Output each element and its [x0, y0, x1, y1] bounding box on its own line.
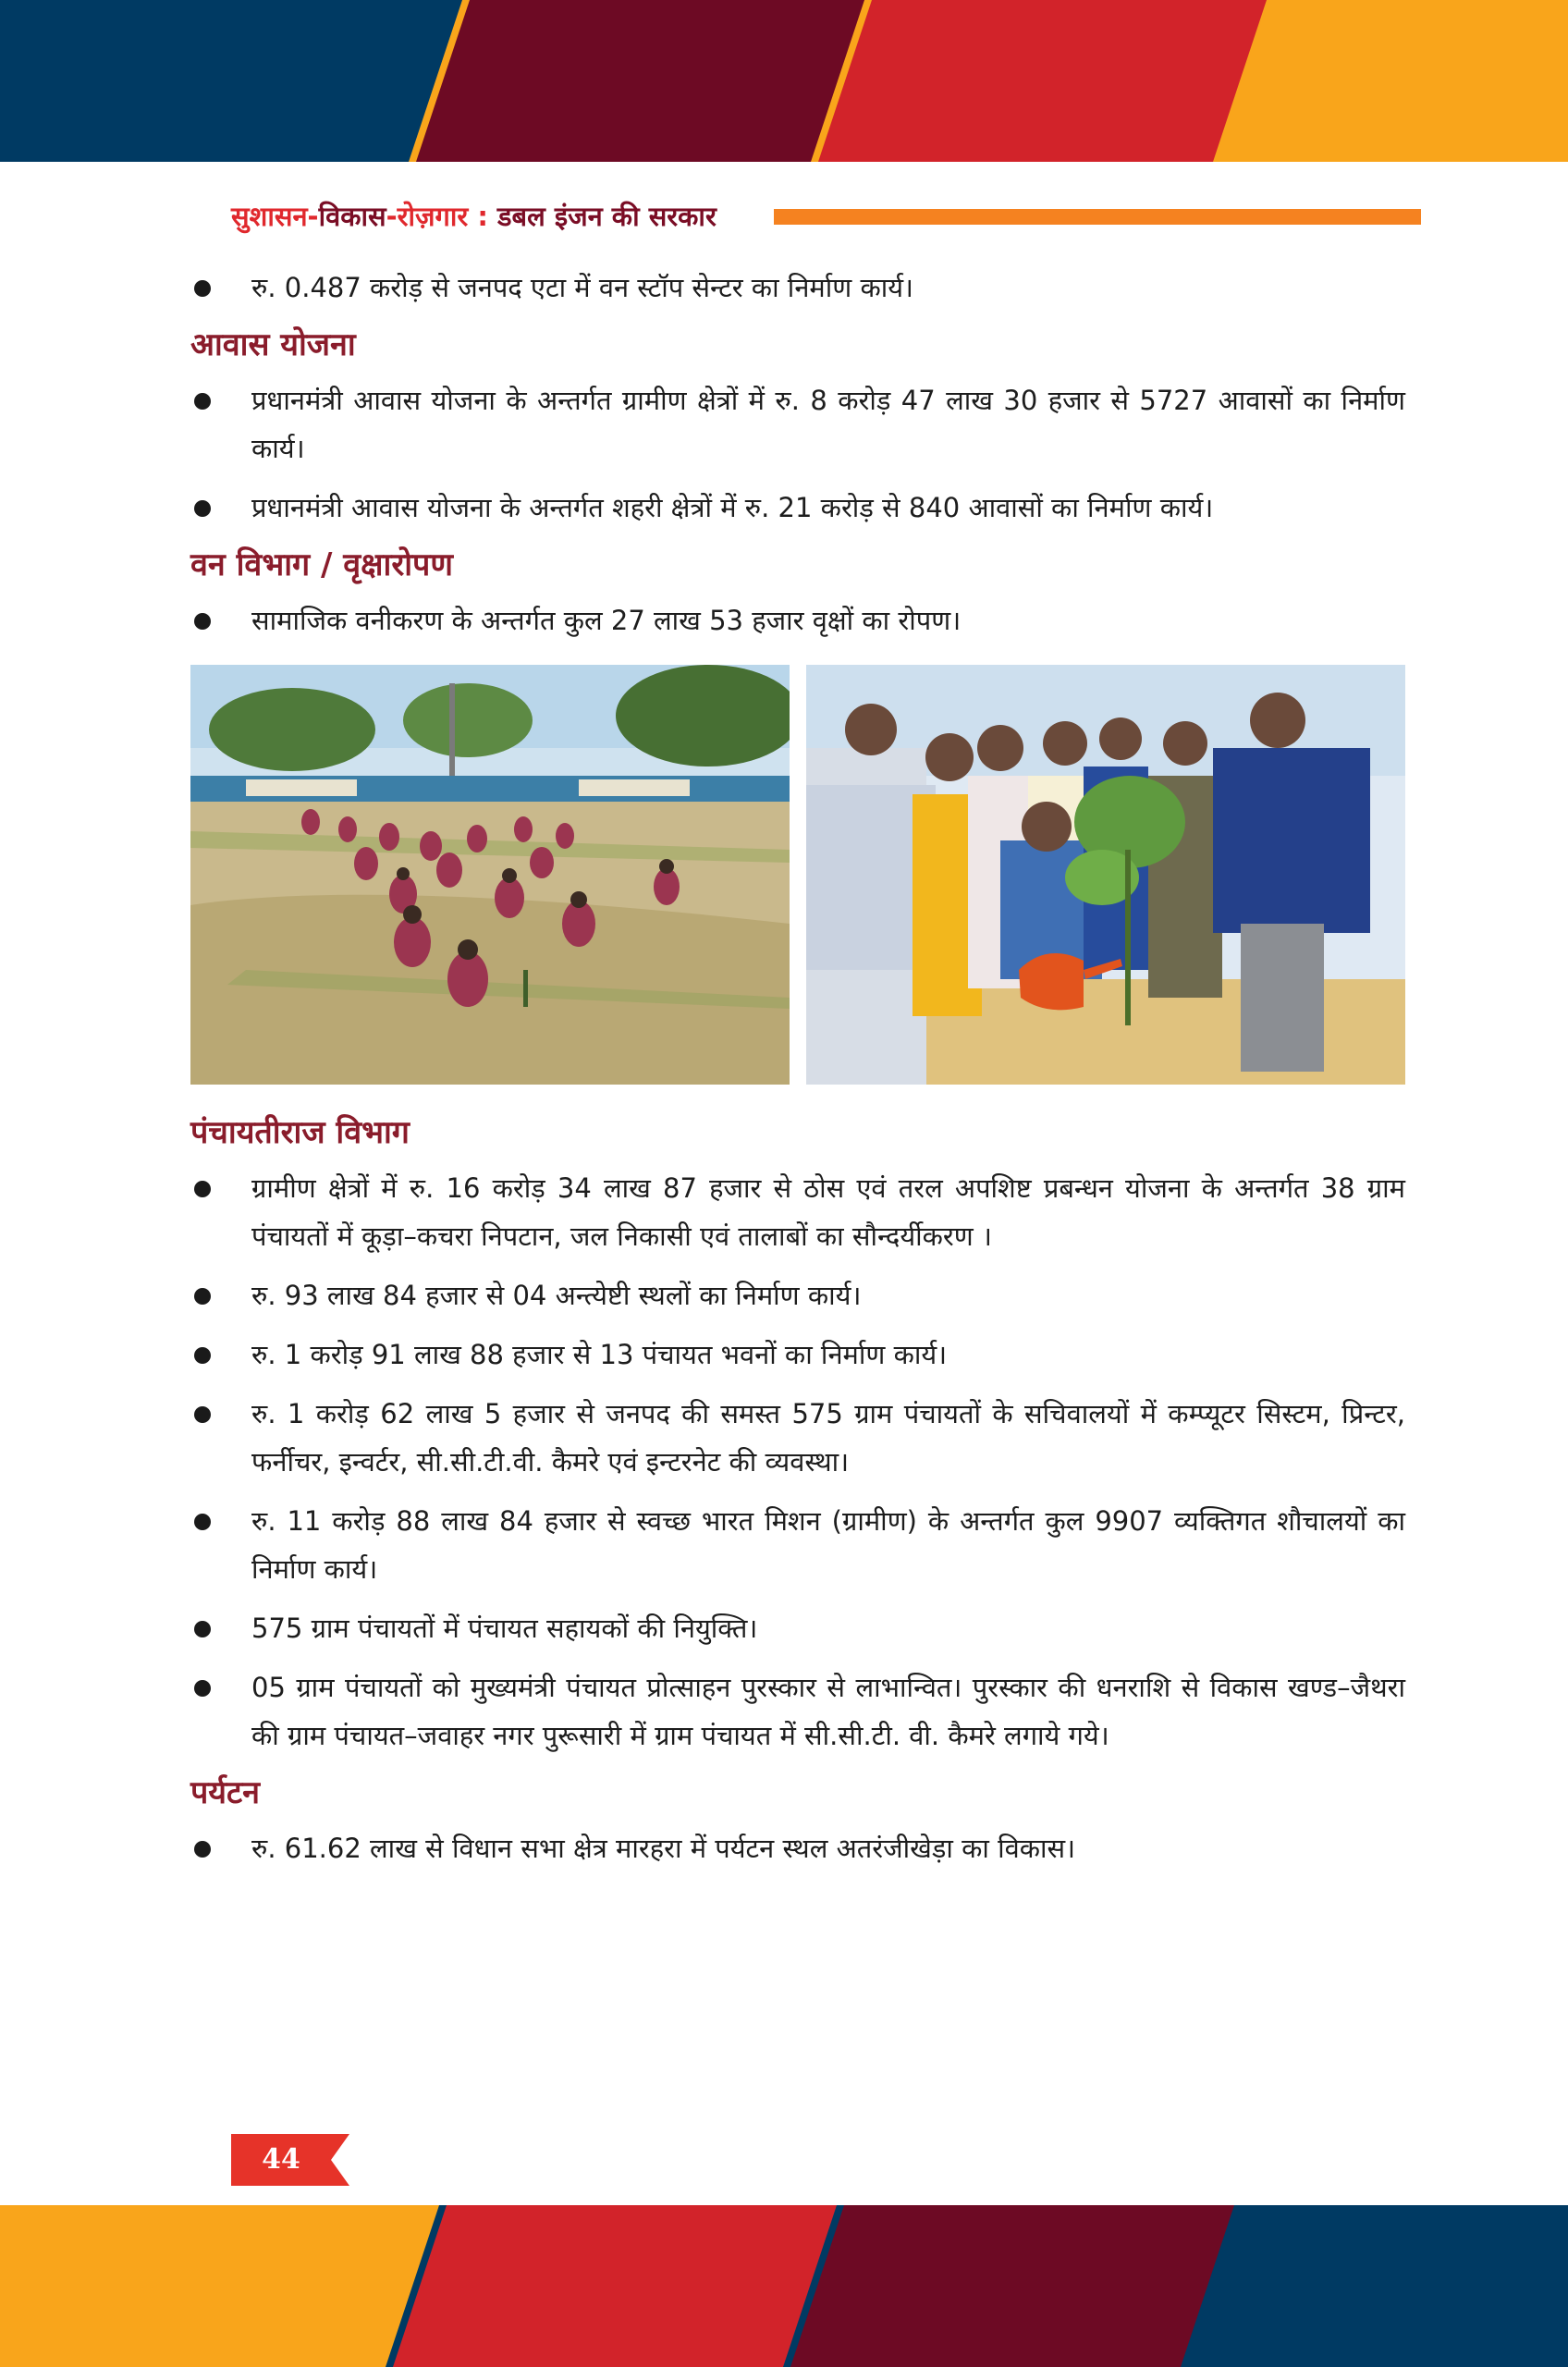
list-item: रु. 93 लाख 84 हजार से 04 अन्त्येष्टी स्थलों का निर्माण कार्य।: [190, 1271, 1405, 1319]
awas-list: [190, 376, 1405, 532]
list-item: ग्रामीण क्षेत्रों में रु. 16 करोड़ 34 लाख 87 हजार से ठोस एवं तरल अपशिष्ट प्रबन्धन योजना के अन्तर्गत 38 ग्राम पंचायतों में कूड़ा–कचरा निपटान, जल निकासी एवं तालाबों का सौन्दर्यीकरण ।: [190, 1164, 1405, 1260]
van-list: [190, 596, 1405, 644]
photo-row: [190, 665, 1405, 1085]
intro-list: [190, 264, 1405, 312]
list-item: रु. 1 करोड़ 91 लाख 88 हजार से 13 पंचायत भवनों का निर्माण कार्य।: [190, 1331, 1405, 1379]
photo-children-planting: [190, 665, 790, 1085]
page-number: 44: [262, 2143, 300, 2176]
list-item: रु. 0.487 करोड़ से जनपद एटा में वन स्टॉप सेन्टर का निर्माण कार्य।: [190, 264, 1405, 312]
list-item: सामाजिक वनीकरण के अन्तर्गत कुल 27 लाख 53 हजार वृक्षों का रोपण।: [190, 596, 1405, 644]
running-header: सुशासन-विकास-रोज़गार : डबल इंजन की सरकार: [231, 201, 717, 232]
heading-van-vibhag: वन विभाग / वृक्षारोपण: [190, 546, 453, 583]
photo-officials-watering-sapling: [806, 665, 1405, 1085]
panchayat-list: [190, 1164, 1405, 1760]
list-item: रु. 61.62 लाख से विधान सभा क्षेत्र मारहरा में पर्यटन स्थल अतरंजीखेड़ा का विकास।: [190, 1824, 1405, 1872]
list-item: 575 ग्राम पंचायतों में पंचायत सहायकों की नियुक्ति।: [190, 1604, 1405, 1652]
list-item: प्रधानमंत्री आवास योजना के अन्तर्गत ग्रामीण क्षेत्रों में रु. 8 करोड़ 47 लाख 30 हजार से 5727 आवासों का निर्माण कार्य।: [190, 376, 1405, 472]
bottom-color-band: [0, 2205, 1568, 2367]
list-item: रु. 11 करोड़ 88 लाख 84 हजार से स्वच्छ भारत मिशन (ग्रामीण) के अन्तर्गत कुल 9907 व्यक्तिगत शौचालयों का निर्माण कार्य।: [190, 1497, 1405, 1593]
top-color-band: [0, 0, 1568, 162]
list-item: 05 ग्राम पंचायतों को मुख्यमंत्री पंचायत प्रोत्साहन पुरस्कार से लाभान्वित। पुरस्कार की धनराशि से विकास खण्ड–जैथरा की ग्राम पंचायत–जवाहर नगर पुरूसारी में ग्राम पंचायत में सी.सी.टी. वी. कैमरे लगाये गये।: [190, 1663, 1405, 1760]
heading-panchayatiraj: पंचायतीराज विभाग: [190, 1114, 410, 1151]
header-rule: [774, 209, 1421, 225]
heading-paryatan: पर्यटन: [190, 1774, 261, 1811]
heading-awas-yojana: आवास योजना: [190, 326, 356, 363]
list-item: प्रधानमंत्री आवास योजना के अन्तर्गत शहरी क्षेत्रों में रु. 21 करोड़ से 840 आवासों का निर्माण कार्य।: [190, 484, 1405, 532]
paryatan-list: [190, 1824, 1405, 1872]
page-content: [190, 264, 1405, 1883]
list-item: रु. 1 करोड़ 62 लाख 5 हजार से जनपद की समस्त 575 ग्राम पंचायतों के सचिवालयों में कम्प्यूटर सिस्टम, प्रिन्टर, फर्नीचर, इन्वर्टर, सी.सी.टी.वी. कैमरे एवं इन्टरनेट की व्यवस्था।: [190, 1390, 1405, 1486]
